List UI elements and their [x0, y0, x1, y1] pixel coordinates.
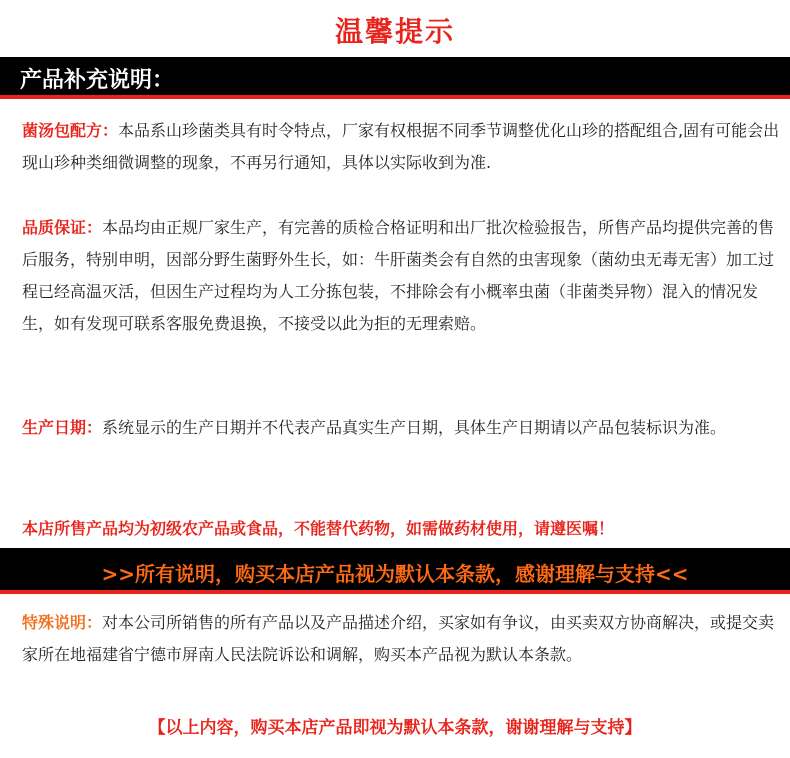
paragraph-quality	[22, 212, 780, 340]
paragraph-production-date	[22, 412, 780, 444]
paragraph-recipe-text: 本品系山珍菌类具有时令特点，厂家有权根据不同季节调整优化山珍的搭配组合,固有可能会出现山珍种类细微调整的现象，不再另行通知，具体以实际收到为准.	[22, 121, 780, 172]
paragraph-recipe	[22, 115, 780, 179]
footer-note: 【以上内容，购买本店产品即视为默认本条款，谢谢理解与支持】	[148, 718, 642, 738]
section-header-terms	[0, 548, 790, 594]
paragraph-production-date-label: 生产日期：	[22, 418, 103, 437]
paragraph-quality-text: 本品均由正规厂家生产，有完善的质检合格证明和出厂批次检验报告，所售产品均提供完善的售后服务，特别申明，因部分野生菌野外生长，如：牛肝菌类会有自然的虫害现象（菌幼虫无毒无害）加工过程已经高温灭活，但因生产过程均为人工分拣包装，不排除会有小概率虫菌（非菌类异物）混入的情况发生，如有发现可联系客服免费退换，不接受以此为拒的无理索赔。	[22, 218, 775, 333]
paragraph-quality-label: 品质保证：	[22, 218, 103, 237]
paragraph-recipe-label: 菌汤包配方：	[22, 121, 119, 140]
paragraph-special-text: 对本公司所销售的所有产品以及产品描述介绍，买家如有争议，由买卖双方协商解决，或提交卖家所在地福建省宁德市屏南人民法院诉讼和调解，购买本产品视为默认本条款。	[22, 613, 775, 664]
paragraph-special	[22, 607, 780, 671]
medical-notice: 本店所售产品均为初级农产品或食品，不能替代药物，如需做药材使用，请遵医嘱！	[22, 519, 615, 538]
page-title: 温馨提示	[334, 15, 455, 48]
section-header-terms-text: >>所有说明，购买本店产品视为默认本条款，感谢理解与支持<<	[101, 562, 689, 586]
paragraph-production-date-text: 系统显示的生产日期并不代表产品真实生产日期，具体生产日期请以产品包装标识为准。	[102, 418, 727, 437]
paragraph-special-label: 特殊说明：	[22, 613, 103, 632]
section-header-supplement-text: 产品补充说明：	[20, 68, 175, 93]
section-header-supplement	[0, 57, 790, 99]
